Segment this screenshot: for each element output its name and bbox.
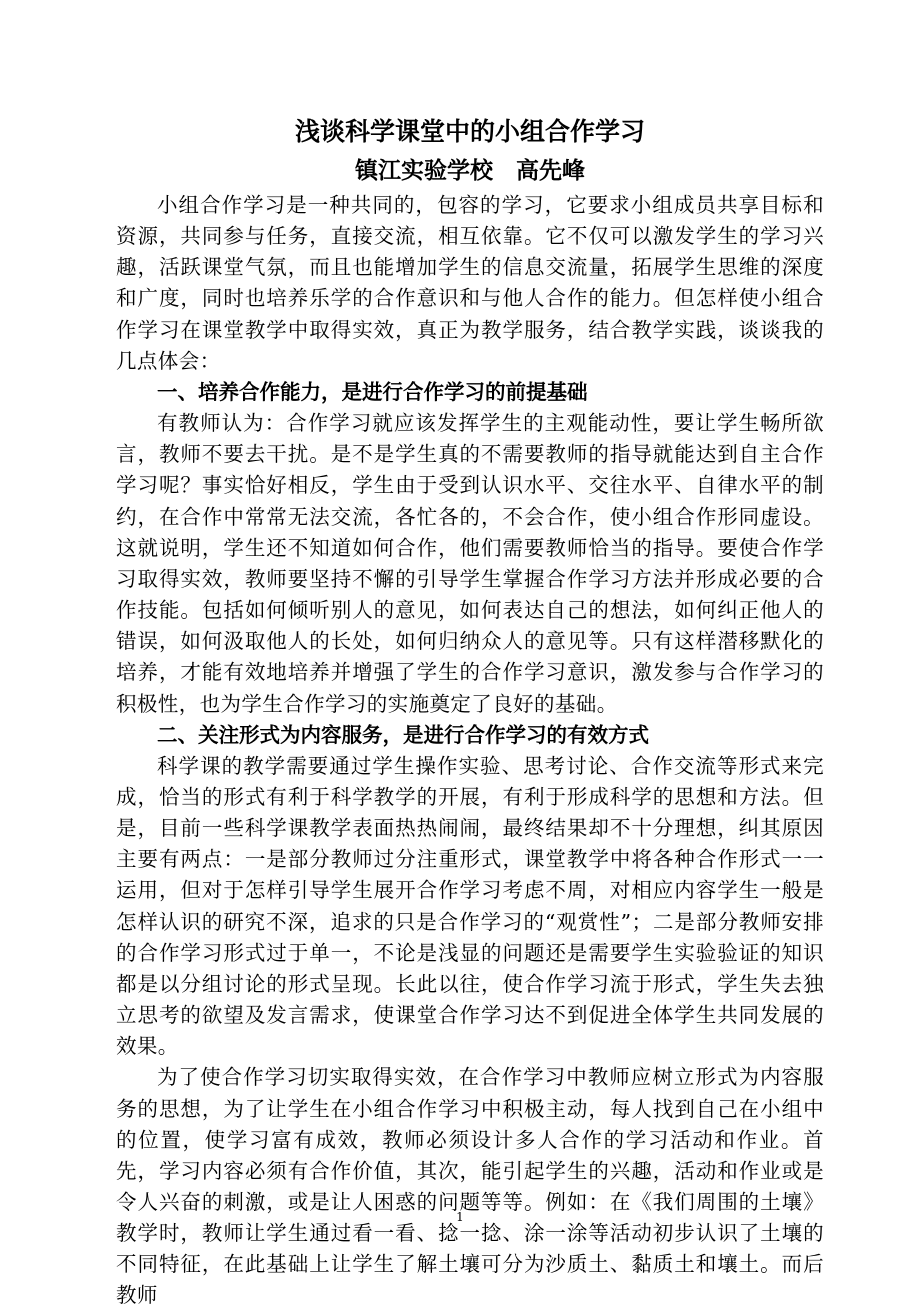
section-1-paragraph: 有教师认为：合作学习就应该发挥学生的主观能动性，要让学生畅所欲言，教师不要去干扰。是不是学生真的不需要教师的指导就能达到自主合作学习呢？事实恰好相反，学生由于受到认识水平、交往水平、自律水平的制约，在合作中常常无法交流，各忙各的，不会合作，使小组合作形同虚设。这就说明，学生还不知道如何合作，他们需要教师恰当的指导。要使合作学习取得实效，教师要坚持不懈的引导学生掌握合作学习方法并形成必要的合作技能。包括如何倾听别人的意见，如何表达自己的想法，如何纠正他人的错误，如何汲取他人的长处，如何归纳众人的意见等。只有这样潜移默化的培养，才能有效地培养并增强了学生的合作学习意识，激发参与合作学习的积极性，也为学生合作学习的实施奠定了良好的基础。 (116, 411, 824, 716)
intro-paragraph: 小组合作学习是一种共同的，包容的学习，它要求小组成员共享目标和资源，共同参与任务，直接交流，相互依靠。它不仅可以激发学生的学习兴趣，活跃课堂气氛，而且也能增加学生的信息交流量，拓展学生思维的深度和广度，同时也培养乐学的合作意识和与他人合作的能力。但怎样使小组合作学习在课堂教学中取得实效，真正为教学服务，结合教学实践，谈谈我的几点体会： (116, 193, 824, 373)
section-heading-1: 一、培养合作能力，是进行合作学习的前提基础 (157, 379, 588, 404)
document-title: 浅谈科学课堂中的小组合作学习 (294, 117, 645, 146)
author-byline: 镇江实验学校 高先峰 (355, 158, 585, 184)
section-heading-2: 二、关注形式为内容服务，是进行合作学习的有效方式 (157, 722, 649, 747)
section-2-paragraph-2: 为了使合作学习切实取得实效，在合作学习中教师应树立形式为内容服务的思想，为了让学生在小组合作学习中积极主动，每人找到自己在小组中的位置，使学习富有成效，教师必须设计多人合作的学习活动和作业。首先，学习内容必须有合作价值，其次，能引起学生的兴趣，活动和作业或是令人兴奋的刺激，或是让人困惑的问题等等。例如：在《我们周围的土壤》教学时，教师让学生通过看一看、捻一捻、涂一涂等活动初步认识了土壤的不同特征，在此基础上让学生了解土壤可分为沙质土、黏质土和壤土。而后教师 (116, 1065, 824, 1308)
page-number: 1 (456, 1210, 464, 1224)
section-2-paragraph-1: 科学课的教学需要通过学生操作实验、思考讨论、合作交流等形式来完成，恰当的形式有利于科学教学的开展，有利于形成科学的思想和方法。但是，目前一些科学课教学表面热热闹闹，最终结果却不十分理想，纠其原因主要有两点：一是部分教师过分注重形式，课堂教学中将各种合作形式一一运用，但对于怎样引导学生展开合作学习考虑不周，对相应内容学生一般是怎样认识的研究不深，追求的只是合作学习的“观赏性”；二是部分教师安排的合作学习形式过于单一，不论是浅显的问题还是需要学生实验验证的知识都是以分组讨论的形式呈现。长此以往，使合作学习流于形式，学生失去独立思考的欲望及发言需求，使课堂合作学习达不到促进全体学生共同发展的效果。 (116, 753, 824, 1059)
document-body (116, 112, 824, 1312)
